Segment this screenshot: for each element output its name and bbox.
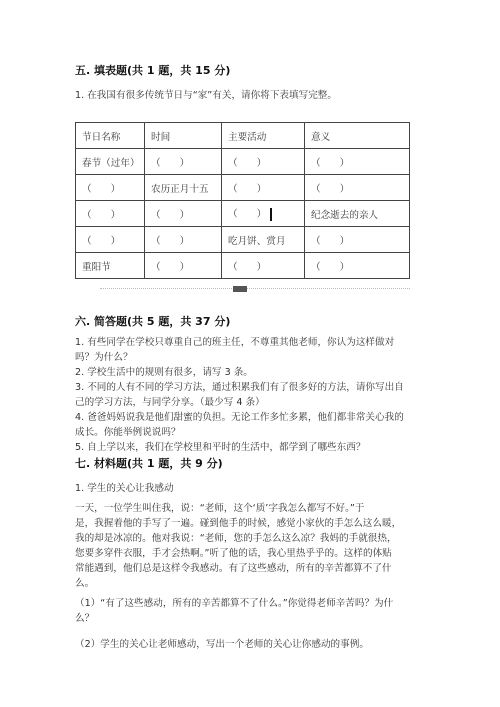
table-header-row [76, 123, 410, 149]
table-cell-blank[interactable]: （ ） [222, 253, 305, 279]
text-cursor [270, 208, 272, 221]
sub-question-line: （1）“有了这些感动，所有的辛苦都算不了什么。”你觉得老师辛苦吗？为什 [75, 598, 394, 609]
material-title: 1. 学生的关心让我感动 [75, 483, 174, 494]
table-cell-blank[interactable]: （ ） [222, 175, 305, 201]
table-cell-blank[interactable]: （ ） [145, 201, 222, 227]
table-cell-blank[interactable]: （ ） [305, 253, 410, 279]
table-cell-blank[interactable]: （ ） [76, 175, 145, 201]
question-line: 2. 学校生活中的规则有很多，请写 3 条。 [75, 367, 253, 378]
festival-table [75, 122, 410, 279]
question-line: 3. 不同的人有不同的学习方法，通过积累我们有了很多好的方法，请你写出自 [75, 382, 404, 393]
passage-line: 我的却是冰凉的。他对我说：“老师，您的手怎么这么凉？我妈的手就很热， [75, 533, 397, 544]
table-row [76, 253, 410, 279]
table-cell-blank[interactable]: （ ） [305, 175, 410, 201]
table-cell: 春节（过年） [76, 149, 145, 175]
passage-line: 是，我握着他的手写了一遍。碰到他手的时候，感觉小家伙的手怎么这么暖， [75, 518, 402, 529]
table-row [76, 227, 410, 253]
table-row [76, 175, 410, 201]
table-cell: 纪念逝去的亲人 [305, 201, 410, 227]
table-row [76, 201, 410, 227]
header-cell: 时间 [145, 123, 222, 149]
question-line: 1. 有些同学在学校只尊重自己的班主任，不尊重其他老师，你认为这样做对 [75, 337, 395, 348]
question-line: 4. 爸爸妈妈说我是他们甜蜜的负担。无论工作多忙多累，他们都非常关心我的 [75, 412, 404, 423]
table-cell-blank[interactable]: （ ） [76, 201, 145, 227]
scan-artifact [100, 288, 410, 294]
table-cell-blank[interactable]: （ ） [145, 227, 222, 253]
table-cell-text: （ ） [228, 209, 267, 221]
table-cell-blank[interactable]: （ ） [222, 149, 305, 175]
table-cell-blank[interactable]: （ ） [76, 227, 145, 253]
section-5-question: 1. 在我国有很多传统节日与“家”有关，请你将下表填写完整。 [75, 90, 337, 101]
table-cell-blank[interactable]: （ ） [305, 149, 410, 175]
section-7-heading: 七. 材料题(共 1 题，共 9 分) [75, 457, 223, 470]
table-cell: 重阳节 [76, 253, 145, 279]
sub-question-line: 么？ [75, 613, 95, 624]
section-6-heading: 六. 简答题(共 5 题，共 37 分) [75, 315, 231, 328]
question-line: 5. 自上学以来，我们在学校里和平时的生活中，都学到了哪些东西？ [75, 442, 366, 453]
sub-question-2: （2）学生的关心让老师感动，写出一个老师的关心让你感动的事例。 [75, 639, 369, 650]
table-row [76, 149, 410, 175]
header-cell: 节日名称 [76, 123, 145, 149]
section-6-questions [75, 335, 435, 455]
passage-line: 么。 [75, 578, 95, 589]
table-cell-blank[interactable]: （ ） [305, 227, 410, 253]
question-line: 成长。你能举例说说吗？ [75, 427, 181, 438]
section-5-heading: 五. 填表题(共 1 题，共 15 分) [75, 64, 231, 77]
scan-artifact-block [233, 286, 247, 292]
table-cell-blank[interactable]: （ ） [145, 253, 222, 279]
header-cell: 意义 [305, 123, 410, 149]
material-passage [75, 501, 435, 591]
passage-line: 常能遇到，他们总是这样令我感动。有了这些感动，所有的辛苦都算不了什 [75, 563, 392, 574]
header-cell: 主要活动 [222, 123, 305, 149]
table-cell: 农历正月十五 [145, 175, 222, 201]
question-line: 己的学习方法，与同学分享。（最少写 4 条） [75, 397, 265, 408]
passage-line: 一天，一位学生叫住我，说：“老师，这个‘质’字我怎么都写不好。”于 [75, 503, 365, 514]
table-cell: 吃月饼、赏月 [222, 227, 305, 253]
question-line: 吗？为什么？ [75, 352, 133, 363]
table-cell-blank[interactable]: （ ） [145, 149, 222, 175]
passage-line: 您要多穿件衣服，手才会热啊。”听了他的话，我心里热乎乎的。这样的体贴 [75, 548, 392, 559]
sub-question-1 [75, 596, 435, 626]
table-cell-blank-with-cursor[interactable] [222, 201, 305, 227]
